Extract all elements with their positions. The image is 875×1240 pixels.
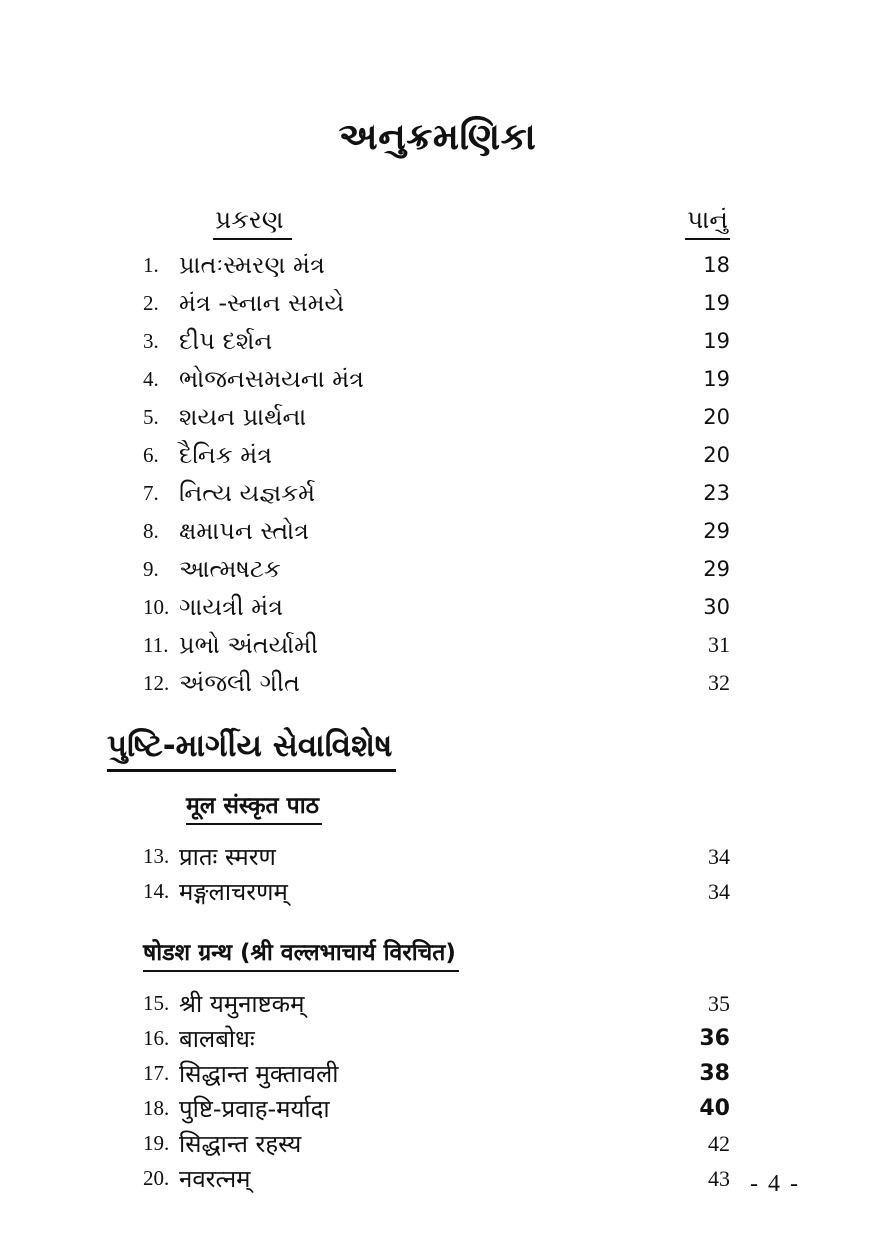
- item-title: નિત્ય યજ્ઞકર્મ: [179, 479, 316, 507]
- item-page-number: 43: [708, 1165, 730, 1191]
- toc-row: [143, 246, 730, 284]
- item-number: 18.: [143, 1096, 170, 1120]
- item-title: बालबोधः: [179, 1025, 255, 1053]
- item-page-number: 20: [703, 405, 730, 429]
- item-title: सिद्धान्त रहस्य: [179, 1130, 302, 1158]
- item-page-number: 30: [703, 595, 730, 619]
- toc-row: [143, 588, 730, 626]
- item-page-number: 29: [703, 519, 730, 543]
- item-page-number: 40: [699, 1096, 730, 1121]
- toc-row: [143, 626, 730, 664]
- item-title: मङ्गलाचरणम्: [179, 878, 288, 906]
- item-title: આત્મષટક: [179, 555, 281, 583]
- toc-column-headers: [143, 205, 730, 240]
- item-number: 5.: [143, 404, 159, 429]
- item-number: 6.: [143, 442, 159, 467]
- item-number: 15.: [143, 991, 170, 1015]
- toc-row: [143, 550, 730, 588]
- item-title: प्रातः स्मरण: [179, 843, 276, 871]
- item-title: ભોજનસમયના મંત્ર: [179, 365, 364, 393]
- toc-row: [143, 1021, 730, 1056]
- item-number: 17.: [143, 1061, 170, 1085]
- toc-row: [143, 839, 730, 874]
- item-page-number: 31: [708, 632, 730, 657]
- item-page-number: 42: [708, 1130, 730, 1156]
- item-title: नवरत्नम्: [179, 1165, 251, 1193]
- item-page-number: 23: [703, 481, 730, 505]
- toc-shodash-granth-list: [143, 986, 730, 1196]
- item-number: 7.: [143, 480, 159, 505]
- page-column-header: પાનું: [685, 205, 730, 240]
- item-page-number: 19: [703, 329, 730, 353]
- item-page-number: 36: [699, 1026, 730, 1051]
- item-title: શયન પ્રાર્થના: [179, 403, 307, 431]
- toc-row: [143, 360, 730, 398]
- toc-row: [143, 664, 730, 702]
- page-number-footer: - 4 -: [750, 1171, 800, 1197]
- item-number: 14.: [143, 879, 170, 903]
- spacer: [0, 972, 875, 980]
- subsection-heading-shodash-granth: षोडश ग्रन्थ (श्री वल्लभाचार्य विरचित): [143, 935, 459, 972]
- toc-mul-sanskrit-list: [143, 839, 730, 909]
- toc-row: [143, 874, 730, 909]
- item-number: 9.: [143, 556, 159, 581]
- item-page-number: 18: [703, 253, 730, 277]
- item-title: પ્રાતઃસ્મરણ મંત્ર: [179, 251, 325, 279]
- item-title: ક્ષમાપન સ્તોત્ર: [179, 517, 309, 545]
- item-page-number: 19: [703, 367, 730, 391]
- item-number: 8.: [143, 518, 159, 543]
- item-page-number: 38: [699, 1061, 730, 1086]
- chapter-column-header: પ્રકરણ: [213, 205, 292, 240]
- item-number: 4.: [143, 366, 159, 391]
- item-number: 10.: [143, 594, 170, 619]
- item-title: અંજલી ગીત: [179, 669, 300, 697]
- item-number: 1.: [143, 252, 159, 277]
- toc-row: [143, 436, 730, 474]
- toc-row: [143, 322, 730, 360]
- item-number: 13.: [143, 844, 170, 868]
- item-page-number: 20: [703, 443, 730, 467]
- item-title: ગાયત્રી મંત્ર: [179, 593, 284, 621]
- section-heading-pushti-margiya: પુષ્ટિ-માર્ગીય સેવાવિશેષ: [107, 728, 396, 772]
- item-title: सिद्धान्त मुक्तावली: [179, 1060, 339, 1088]
- item-page-number: 35: [708, 990, 730, 1016]
- toc-row: [143, 1126, 730, 1161]
- toc-row: [143, 284, 730, 322]
- item-number: 3.: [143, 328, 159, 353]
- item-number: 11.: [143, 632, 169, 657]
- item-title: श्री यमुनाष्टकम्: [179, 990, 305, 1018]
- item-page-number: 32: [708, 670, 730, 695]
- toc-row: [143, 1091, 730, 1126]
- item-number: 19.: [143, 1131, 170, 1155]
- toc-main-list: [143, 246, 730, 702]
- item-number: 16.: [143, 1026, 170, 1050]
- toc-row: [143, 1161, 730, 1196]
- subsection-heading-mul-sanskrit: मूल संस्कृत पाठ: [186, 788, 322, 825]
- item-page-number: 19: [703, 291, 730, 315]
- item-page-number: 34: [708, 878, 730, 904]
- toc-row: [143, 512, 730, 550]
- page-title: અનુક્રમણિકા: [338, 115, 537, 158]
- toc-row: [143, 474, 730, 512]
- item-title: પ્રભો અંતર્યામી: [179, 631, 318, 659]
- toc-row: [143, 398, 730, 436]
- item-page-number: 29: [703, 557, 730, 581]
- item-title: દીપ દર્શન: [179, 327, 273, 355]
- toc-row: [143, 986, 730, 1021]
- item-title: મંત્ર -સ્નાન સમયે: [179, 289, 345, 317]
- item-page-number: 34: [708, 843, 730, 869]
- item-number: 12.: [143, 670, 170, 695]
- item-number: 20.: [143, 1166, 170, 1190]
- item-title: पुष्टि-प्रवाह-मर्यादा: [179, 1095, 330, 1123]
- item-title: દૈનિક મંત્ર: [179, 441, 272, 469]
- spacer: [0, 825, 875, 833]
- item-number: 2.: [143, 290, 159, 315]
- toc-row: [143, 1056, 730, 1091]
